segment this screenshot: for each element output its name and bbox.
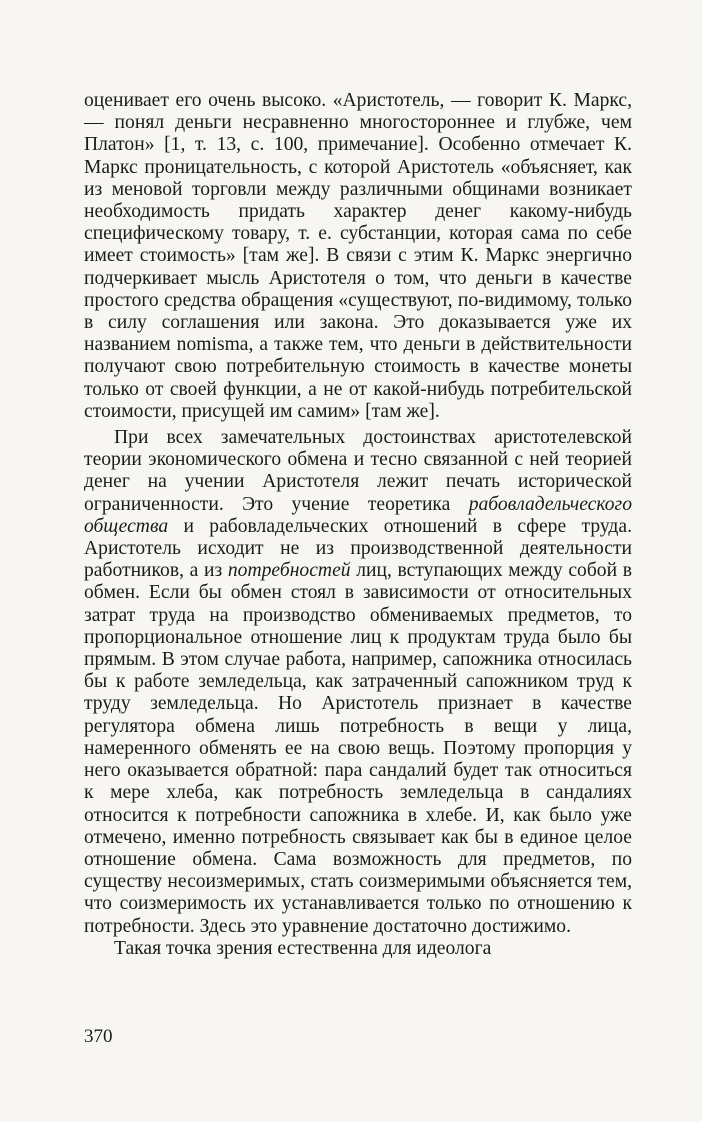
page-number: 370	[84, 1026, 113, 1047]
paragraph-2-text-c: лиц, вступающих между собой в обмен. Если бы обмен стоял в зависимости от относительных затрат труда на производство обмениваемых предметов, то пропорциональное отношение лиц к продуктам труда было бы прямым. В этом случае работа, например, сапожника относилась бы к работе земледельца, как затраченный сапожником труд к труду земледельца. Но Аристотель признает в качестве регулятора обмена лишь потребность в вещи у лица, намеренного обменять ее на свою вещь. Поэтому пропорция у него оказывается обратной: пара сандалий будет так относиться к мере хлеба, как потребность земледельца в сандалиях относится к потребности сапожника в хлебе. И, как было уже отмечено, именно потребность связывает как бы в единое целое отношение обмена. Сама возможность для предметов, по существу несоизмеримых, стать соизмеримыми объясняется тем, что соизмеримость их устанавливается только по отношению к потребности. Здесь это уравнение достаточно достижимо.	[84, 560, 632, 937]
italic-word-needs: потребностей	[227, 560, 351, 582]
italic-phrase-slave-society: рабовладельческого общества	[84, 493, 632, 537]
paragraph-2-text-a: При всех замечательных достоинствах аристотелевской теории экономического обмена и тесно связанной с ней теорией денег на учении Аристотеля лежит печать исторической ограниченности. Это учение теоретика	[84, 427, 632, 515]
paragraph-1-text: оценивает его очень высоко. «Аристотель, — говорит К. Маркс,— понял деньги несравненно многостороннее и глубже, чем Платон» [1, т. 13, с. 100, примечание]. Особенно отмечает К. Маркс проницательность, с которой Аристотель «объясняет, как из меновой торговли между различными общинами возникает необходимость придать характер денег какому-нибудь специфическому товару, т. е. субстанции, которая сама по себе имеет стоимость» [там же]. В связи с этим К. Маркс энергично подчеркивает мысль Аристотеля о том, что деньги в качестве простого средства обращения «существуют, по-видимому, только в силу соглашения или закона. Это доказывается уже их названием nomisma, а также тем, что деньги в действительности получают свою потребительную стоимость в качестве монеты только от своей функции, а не от какой-нибудь потребительской стоимости, присущей им самим» [там же].	[84, 90, 632, 422]
paragraph-3	[84, 938, 632, 960]
body-text	[84, 90, 632, 960]
paragraph-3-text: Такая точка зрения естественна для идеолога	[114, 937, 492, 959]
paragraph-2	[84, 427, 632, 938]
paragraph-1	[84, 90, 632, 423]
paragraph-2-text-b: и рабовладельческих отношений в сфере труда. Аристотель исходит не из производственной деятельности работников, а из	[84, 515, 632, 582]
